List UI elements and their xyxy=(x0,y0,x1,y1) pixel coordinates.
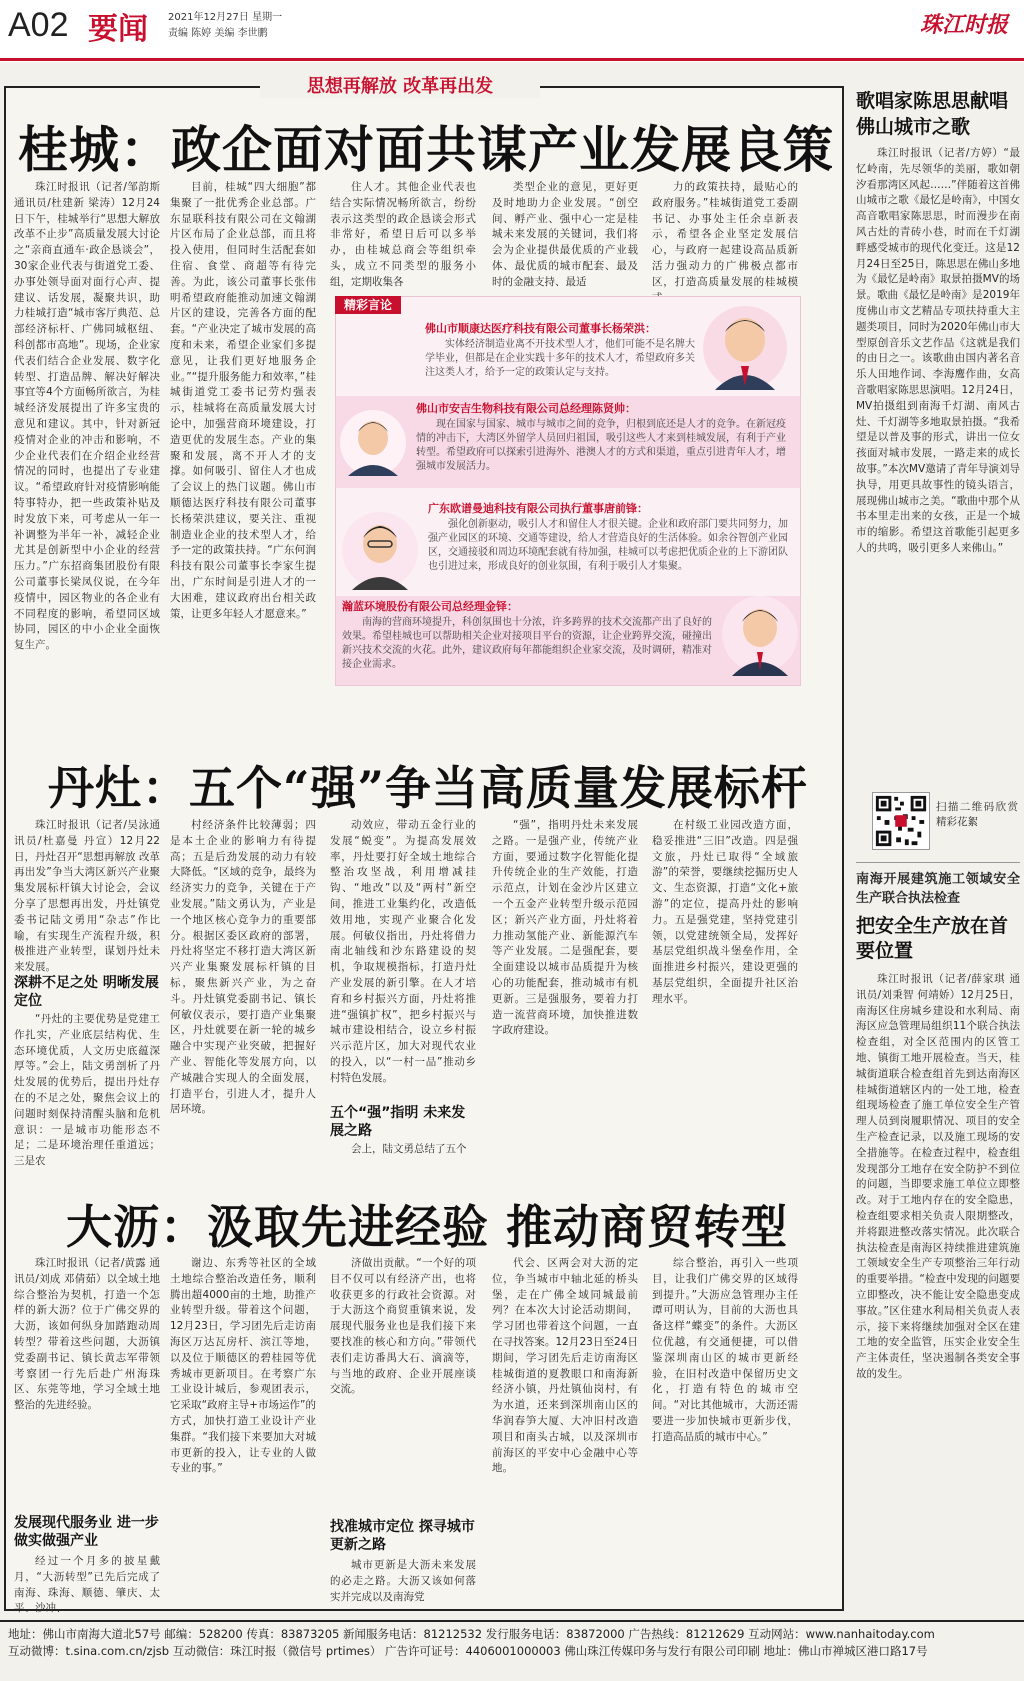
quote-panel-tag: 精彩言论 xyxy=(335,296,401,314)
article2-column-1b: “丹灶的主要优势是党建工作扎实，产业底层结构优、生态环境优质，人文历史底蕴深厚等。”会上，陆文勇剖析了丹灶发展的优势后，提出丹灶存在的不足之处，聚焦会议上的问题时刻保持清醒头脑和危机意识：一是城市功能形态不足；二是环境治理任重道远；三是农 xyxy=(14,1013,160,1168)
article3-column-5: 综合整治，再引入一些项目，让我们广佛交界的区域得到提升。”大沥应急管理办主任谭可明认为，目前的大沥也具备这样“蝶变”的条件。大沥区位优越，有交通便捷，可以借鉴深圳南山区的城市更新经验，在旧村改造中保留历史文化，打造有特色的城市空间。“对比其他城市，大沥还需要进一步加快城市更新步伐，打造高品质的城市中心。” xyxy=(652,1257,798,1443)
article1-column-4: 类型企业的意见，更好更及时地助力企业发展。“创空间、孵产业、强中心一定是桂城未来发展的关键词，我们将会为企业提供最优质的产业载体、最优质的城市配套、最及时的金融支持、最适 xyxy=(492,181,638,288)
right-article1-body: 珠江时报讯（记者/方婷）“最忆岭南，先尽领华的美丽，歌如朝汐看那湾区风起……”伴随着这首佛山城市之歌《最忆是岭南》，中国女高音歌唱家陈思思，时而漫步在南风古灶的青砖小巷，时而在千灯湖畔感受城市的现代化变迁。这是12月24日至25日，陈思思在佛山多地为《最忆是岭南》取景拍摄MV的场景。歌曲《最忆是岭南》是2019年度佛山市文艺精品专项扶持重大主题类项目，同时为2020年佛山市大型原创音乐文艺作品《这就是我们的由日之一。该歌曲由国内著名音乐人田地作词、李海鹰作曲，女高音歌唱家陈思思演唱。12月24日，MV拍摄组到南海千灯湖、南风古灶、千灯湖等多地取景拍摄。“我希望是以普及事的形式，讲出一位女孩面对城市发展，一路走来的成长故事。”本次MV邀请了青年导演刘导执导，用更具故事性的镜头语言，展现佛山城市之美。“歌曲中那个从书本里走出来的女孩，正是一个城市的缩影。希望这首歌能引起更多人的共鸣，吸引更多人来佛山。” xyxy=(856,147,1020,554)
footer-contact-line-1: 地址：佛山市南海大道北57号 邮编：528200 传真：83873205 新闻服务电话：81212532 发行服务电话：83872000 广告热线：81212629 互动网站：www.nanhaitoday.com xyxy=(8,1627,935,1641)
quote-item xyxy=(416,402,792,474)
quote-item xyxy=(425,322,695,380)
article2-headline: 丹灶：五个“强”争当高质量发展标杆 xyxy=(48,761,808,815)
right-column-divider xyxy=(856,862,1020,863)
quote-item xyxy=(342,600,714,672)
date-block xyxy=(168,10,282,42)
businessman-avatar-icon xyxy=(340,508,420,593)
article3-column-1a: 珠江时报讯（记者/黄露 通讯员/刘成 邓倩茹）以全域土地综合整治为契机，打造一个怎样的新大沥？位于广佛交界的大沥，该如何纵身加踏跑动周转型？带着这些问题，大沥镇党委副书记、镇长黄志军带领考察团一行先后赴广州海珠区、东莞等地，学习全域土地整治的先进经验。 xyxy=(14,1257,160,1412)
newspaper-logo: 珠江时报 xyxy=(919,12,1008,38)
businessman-avatar-icon xyxy=(700,300,790,395)
article3-column-3b: 城市更新是大沥未来发展的必走之路。大沥又该如何落实并完成以及南海党 xyxy=(330,1559,476,1603)
article2-column-5: 在村级工业园改造方面，稳妥推进“三旧”改造。四是强文旅，丹灶已取得“全域旅游”的荣誉，要继续挖掘历史人文、生态资源，打造“文化+旅游”的定位，提高丹灶的影响力。五是强党建，坚持党建引领，以党建统领全局，发挥好基层党组织战斗堡垒作用，全面推进乡村振兴，建设更强的基层党组织，全面提升社区治理水平。 xyxy=(652,819,798,1005)
article3-subhead-3: 找准城市定位 探寻城市更新之路 xyxy=(330,1519,475,1553)
issue-date: 2021年12月27日 星期一 xyxy=(168,12,283,23)
right-article2-headline: 把安全生产放在首要位置 xyxy=(856,915,1009,962)
header-divider xyxy=(0,58,1024,61)
masthead xyxy=(0,0,1024,62)
quote-speaker: 佛山市安吉生物科技有限公司总经理陈贤帅： xyxy=(416,402,636,415)
article2-column-3a: 动效应，带动五金行业的发展“蜕变”。为提高发展效率，丹灶要打好全域土地综合整治攻坚战，利用增减挂钩、“地改”以及“两村”新空间，推进工业集约化，改造低效用地，实现产业聚合化发展。何敏仪指出，丹灶将借力南北轴线和沙东路建设的契机，争取规模指标，打造丹灶产业发展的新引擎。在人才培育和乡村振兴方面，丹灶将推进“强镇扩权”，把乡村振兴与城市建设相结合，设立乡村振兴示范片区，加大对现代农业的投入，以“一村一品”推动乡村特色发展。 xyxy=(330,819,476,1084)
article3-column-1b: 经过一个月多的披星戴月，“大沥转型”已先后完成了南海、珠海、顺德、肇庆、太平、沙冲、 xyxy=(14,1555,160,1615)
article2-column-4: “强”，指明丹灶未来发展之路。一是强产业，传统产业方面，要通过数字化智能化提升传统企业的生产效能，打造示范点，计划在金沙片区建立一个五金产业转型升级示范园区；新兴产业方面，丹灶将着力推动氢能产业、新能源汽车等产业发展。二是强配套，要全面建设以城市品质提升为核心的功能配套，推动城市有机更新。三是强服务，要着力打造一流营商环境，加快推进数字政府建设。 xyxy=(492,819,638,1037)
article1-column-2: 目前，桂城“四大细胞”都集聚了一批优秀企业总部。广东显联科技有限公司在文翰湖片区布局了企业总部，而且将投入使用，但同时生活配套如住宿、食堂、商超等有待完善。为此，该公司董事长张伟明希望政府能推动加速文翰湖片区的建设，完善各方面的配套。“产业决定了城市发展的高度和未来，希望企业家们多提意见，让我们更好地服务企业。”“提升服务能力和效率，”桂城街道党工委书记劳灼强表示，桂城将在高质量发展大讨论中，加强营商环境建设，打造更优的发展生态。产业的集聚和发展，离不开人才的支撑。如何吸引、留住人才也成了会议上的热门议题。佛山市顺德达医疗科技有限公司董事长杨荣洪建议，要关注、重视制造业企业的技术型人才，给予一定的政策扶持。“广东何润科技有限公司董事长李家生提出，广东时间是引进人才的一大困难，建议政府出台相关政策，让更多年轻人才愿意来。” xyxy=(170,181,316,620)
quote-speaker: 广东欧谱曼迪科技有限公司执行董事唐前锋： xyxy=(428,502,648,515)
article1-column-1: 珠江时报讯（记者/邹韵斯 通讯员/杜建新 梁涛）12月24日下午，桂城举行“思想大解放 改革不止步”高质量发展大讨论之“亲商直通车·政企恳谈会”，30家企业代表与街道党工委、办事处领导面对面行心声、提建议、话发展，凝聚共识，助力桂城打造“城市客厅典范、总部经济标杆、广佛同城枢纽、科创都市高地”。现场，企业家代表们结合企业发展、数字化转型、打造品牌、解决好解决事宜等4个方面畅所欲言，为桂城经济发展提出了许多宝贵的意见和建议。其中，针对新冠疫情对企业的冲击和影响，不少企业代表们在介绍企业经营情况的同时，也提出了专业建议。“希望政府针对疫情影响能特事特办，把一些政策补贴及时发放下来，可考虑从一年一补调整为半年一补，减轻企业尤其是创新型中小企业的经营压力。”广东招商集团股份有限公司董事长梁凤仪说，在今年疫情中，园区物业的各企业有不同程度的影响，希望同区域协同，园区的中小企业全面恢复生产。 xyxy=(14,181,160,652)
businessman-avatar-icon xyxy=(720,590,800,680)
article3-column-2: 谢边、东秀等社区的全域土地综合整治改造任务，顺利腾出超4000亩的土地，助推产业转型升级。带着这个问题，12月23日，学习团先后走访南海区万达瓦房杆、滨江等地，以及位于顺德区的碧桂园等优秀城市更新项目。在考察广东工业设计城后，参观团表示，它采取“政府主导+市场运作”的方式，加快打造工业设计产业集群。“我们接下来要加大对城市更新的投入，让专业的人做专业的事。” xyxy=(170,1257,316,1475)
article2-subhead-1: 深耕不足之处 明晰发展定位 xyxy=(14,975,159,1009)
page-footer xyxy=(0,1620,1024,1681)
section-name: 要闻 xyxy=(88,12,148,47)
article3-subhead-1: 发展现代服务业 进一步做实做强产业 xyxy=(14,1515,159,1549)
article2-subhead-3: 五个“强”指明 未来发展之路 xyxy=(330,1105,466,1139)
article2-column-3b: 会上，陆文勇总结了五个 xyxy=(351,1143,467,1155)
article2-column-2: 村经济条件比较薄弱；四是本土企业的影响力有待提高；五是后劲发展的动力有较大降低。“区域的竞争，最终为经济实力的竞争，关键在于产业发展。”陆文勇认为，产业是一个地区核心竞争力的重要部分。根据区委区政府的部署，丹灶将坚定不移打造大湾区新兴产业集聚发展标杆镇的目标，聚焦新兴产业，为之奋斗。丹灶镇党委副书记、镇长何敏仪表示，要打造产业集聚区，丹灶就要在新一轮的城乡融合中实现产业突破，把握好产业、智能化等发展方向，以产城融合实现人的全面发展，打造平台，引进人才，提升人居环境。 xyxy=(170,819,316,1116)
qr-code-icon[interactable] xyxy=(872,792,930,850)
article3-column-4: 代会、区两会对大沥的定位，争当城市中轴北延的桥头堡，走在广佛全域同城最前列？在本次大讨论活动期间，学习团也带着这个问题，一直在寻找答案。12月23日至24日期间，学习团先后走访南海区桂城街道的夏教眼口和南海新经济小镇，丹灶镇仙岗村，有为水道，还来到深圳南山区的华润春笋大厦、大冲旧村改造项目和南头古城，以及深圳市前海区的平安中心金融中心等地。 xyxy=(492,1257,638,1475)
article3-headline: 大沥：汲取先进经验 推动商贸转型 xyxy=(66,1200,789,1254)
footer-contact-line-2: 互动微博：t.sina.com.cn/zjsb 互动微信：珠江时报（微信号 prtimes） 广告许可证号：4406001000003 佛山珠江传媒印务与发行有限公司印刷 地址：佛山市禅城区港口路17号 xyxy=(8,1644,928,1658)
article1-headline: 桂城：政企面对面共谋产业发展良策 xyxy=(18,120,834,179)
quote-text: 南海的营商环境提升，科创氛围也十分浓，许多跨界的技术交流都产出了良好的效果。希望桂城也可以帮助相关企业对接项目平台的资源，让企业跨界交流，碰撞出新兴技术交流的火花。此外，建议政府每年都能组织企业家交流，及时调研，精准对接企业需求。 xyxy=(342,617,712,670)
right-article2-body: 珠江时报讯（记者/薛家琪 通讯员/刘秉智 何靖娇）12月25日，南海区住房城乡建设和水利局、南海区应急管理局组织11个联合执法检查组，对全区范围内的区管工地、镇街工地开展检查。当天，桂城街道联合检查组首先到达南海区桂城街道辖区内的一处工地，检查组现场检查了施工单位安全生产管理人员到岗履职情况、项目的安全生产检查记录，以及施工现场的安全措施等。在检查过程中，检查组发现部分工地存在安全防护不到位的问题，当即要求施工单位立即整改。对于工地内存在的安全隐患，检查组要求相关负责人限期整改，并将跟进整改落实情况。此次联合执法检查是南海区持续推进建筑施工领域安全生产专项整治三年行动的重要举措。“检查中发现的问题要立即整改，决不能让安全隐患变成事故。”区住建水利局相关负责人表示，接下来将继续加强对全区在建工地的安全监管，压实企业安全生产主体责任，坚决遏制各类安全事故的发生。 xyxy=(856,973,1020,1380)
qr-caption: 扫描二维码欣赏精彩花絮 xyxy=(936,801,1018,828)
quote-item xyxy=(428,502,792,574)
quote-text: 强化创新驱动，吸引人才和留住人才很关键。企业和政府部门要共同努力，加强产业园区的环境、交通等建设，给人才营造良好的生活体验。如余谷智创产业园区，交通接驳和周边环境配套就有待加强，桂城可以考虑把优质企业的上下游团队也引进过来，形成良好的创业氛围，有利于吸引人才集聚。 xyxy=(428,519,788,572)
quote-text: 实体经济制造业离不开技术型人才，他们可能不是名牌大学毕业，但都是在企业实践十多年的技术人才，希望政府多关注这类人才，给予一定的政策认定与支持。 xyxy=(425,339,695,378)
page-number: A02 xyxy=(8,6,69,44)
series-kicker: 思想再解放 改革再出发 xyxy=(260,72,540,98)
article2-column-1a: 珠江时报讯（记者/吴泳通讯员/杜嘉曼 丹宣）12月22日，丹灶召开“思想再解放 改革再出发”争当大湾区新兴产业聚集发展标杆镇大讨论会，会议分享了思想再出发，丹灶镇党委书记陆文勇用“杂志”作比喻，有实现生产流程升级，积极推进产业转型，谋划丹灶未来发展。 xyxy=(14,819,160,974)
businessman-avatar-icon xyxy=(338,408,408,478)
article1-column-5: 力的政策扶持，最贴心的政府服务。”桂城街道党工委副书记、办事处主任余卓新表示，希望各企业坚定发展信心，与政府一起建设高品质新活力强动力的广佛极点都市区，打造高质量发展的桂城模 xyxy=(652,181,798,288)
right-article2-kicker: 南海开展建筑施工领域安全生产联合执法检查 xyxy=(856,872,1020,906)
quote-speaker: 佛山市顺康达医疗科技有限公司董事长杨荣洪： xyxy=(425,322,656,335)
editors-line: 责编 陈婷 美编 李世鹏 xyxy=(168,28,268,39)
right-article1-headline: 歌唱家陈思思献唱佛山城市之歌 xyxy=(856,90,1009,138)
quote-speaker: 瀚蓝环境股份有限公司总经理金铎： xyxy=(342,600,518,613)
quote-text: 现在国家与国家、城市与城市之间的竞争，归根到底还是人才的竞争。在新冠疫情的冲击下，大湾区外留学人员回归祖国，吸引这些人才来到桂城发展，有利于产业转型。希望政府可以探索引进海外、港澳人才的方式和渠道，重点引进青年人才，增强城市发展活力。 xyxy=(416,419,786,472)
article3-column-3a: 济做出贡献。“一个好的项目不仅可以有经济产出，也将收获更多的行政社会资源。对于大沥这个商贸重镇来说，发展现代服务业也是我们接下来要找准的核心和方向。”带领代表们走访番禺大石、滴滴等，与当地的政府、企业开展座谈交流。 xyxy=(330,1257,476,1396)
article1-column-3: 住人才。其他企业代表也结合实际情况畅所欲言，纷纷表示这类型的政企恳谈会形式非常好，希望日后可以多举办，由桂城总商会等组织牵头，成立不同类型的服务小组，定期收集各 xyxy=(330,181,476,288)
